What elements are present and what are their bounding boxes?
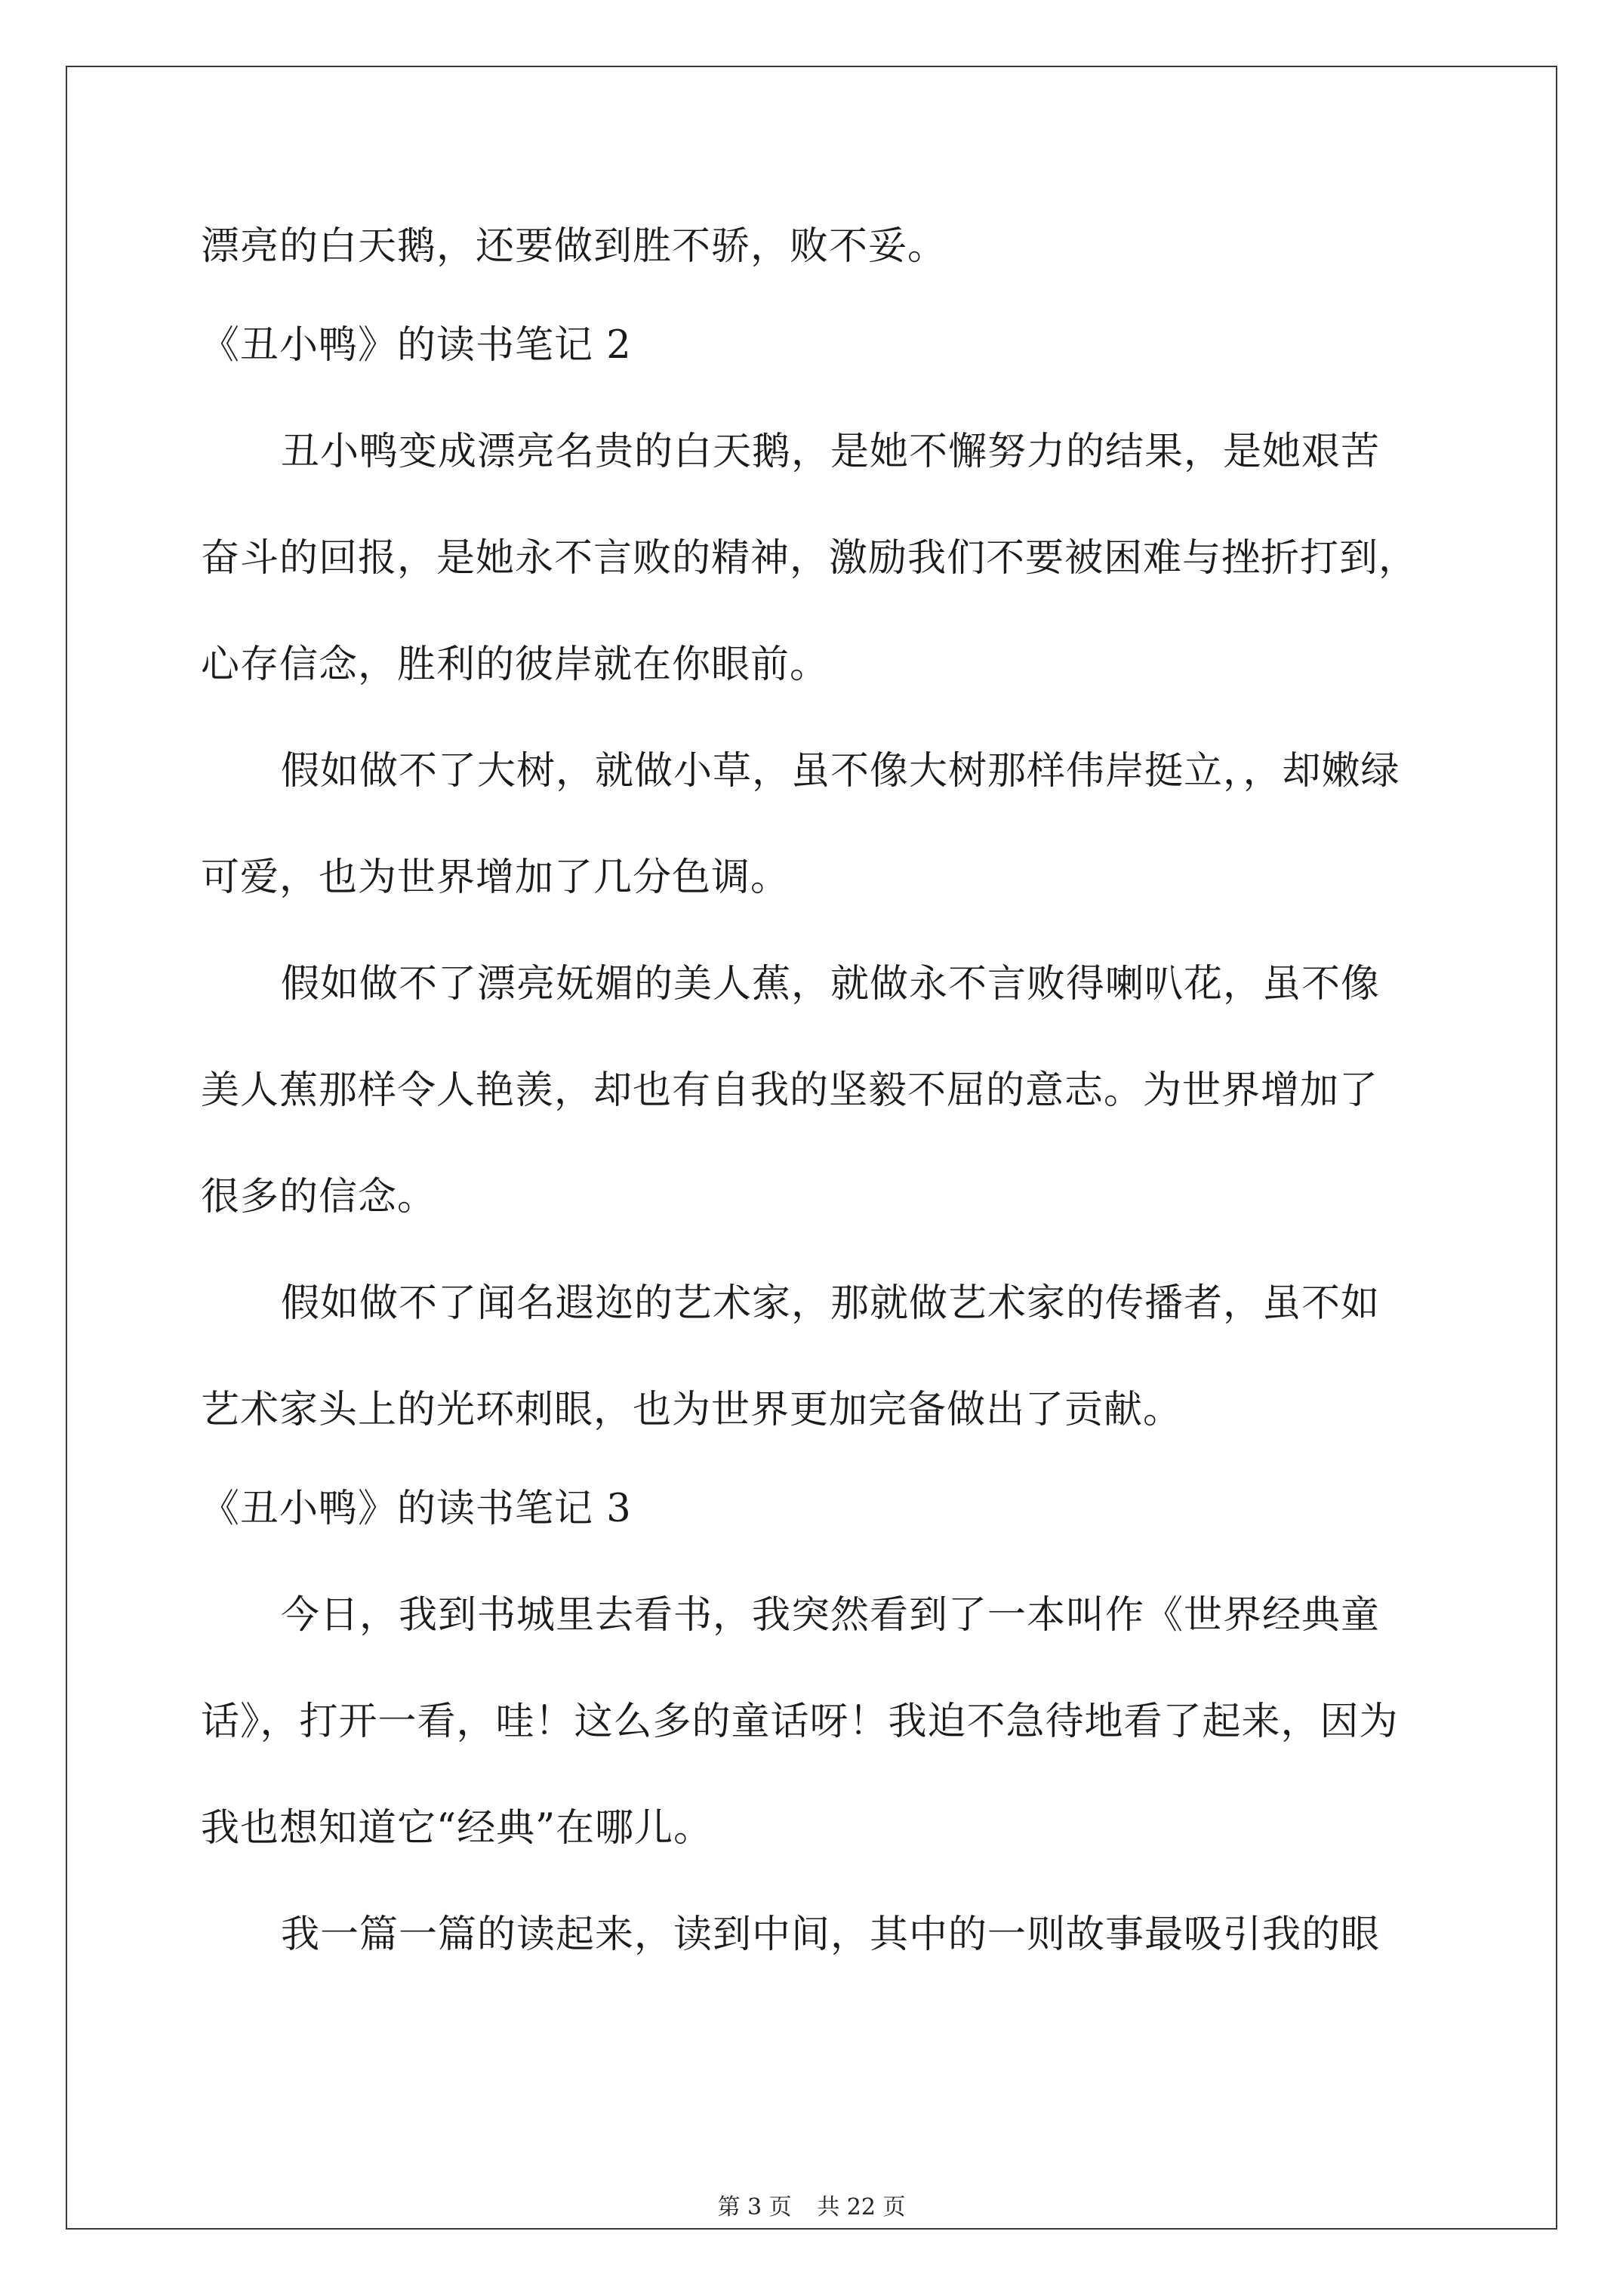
body-line: 漂亮的白天鹅，还要做到胜不骄，败不妥。	[201, 224, 947, 269]
paragraph-first-line: 我一篇一篇的读起来，读到中间，其中的一则故事最吸引我的眼	[281, 1912, 1381, 1957]
page-total: 共 22 页	[817, 2194, 906, 2220]
body-line: 很多的信念。	[201, 1175, 437, 1219]
body-line: 艺术家头上的光环刺眼，也为世界更加完备做出了贡献。	[201, 1388, 1183, 1432]
section-heading: 《丑小鸭》的读书笔记 3	[201, 1487, 632, 1531]
paragraph-first-line: 假如做不了大树，就做小草，虽不像大树那样伟岸挺立，，却嫩绿	[281, 749, 1400, 794]
paragraph-first-line: 丑小鸭变成漂亮名贵的白天鹅，是她不懈努力的结果，是她艰苦	[281, 430, 1381, 474]
paragraph-first-line: 假如做不了闻名遐迩的艺术家，那就做艺术家的传播者，虽不如	[281, 1281, 1381, 1326]
page-border	[66, 66, 1557, 2230]
section-heading: 《丑小鸭》的读书笔记 2	[201, 323, 632, 368]
page-number: 第 3 页	[717, 2194, 792, 2220]
paragraph-first-line: 今日，我到书城里去看书，我突然看到了一本叫作《世界经典童	[281, 1593, 1381, 1638]
body-line: 可爱，也为世界增加了几分色调。	[201, 855, 790, 900]
paragraph-first-line: 假如做不了漂亮妩媚的美人蕉，就做永不言败得喇叭花，虽不像	[281, 962, 1381, 1006]
body-line: 奋斗的回报，是她永不言败的精神，激励我们不要被困难与挫折打到，	[201, 536, 1418, 581]
body-line: 美人蕉那样令人艳羡，却也有自我的坚毅不屈的意志。为世界增加了	[201, 1068, 1379, 1113]
body-line: 心存信念，胜利的彼岸就在你眼前。	[201, 643, 830, 687]
body-line: 我也想知道它“经典”在哪儿。	[201, 1806, 713, 1851]
page-footer	[0, 2194, 1623, 2221]
body-line: 话》，打开一看，哇！这么多的童话呀！我迫不急待地看了起来，因为	[201, 1700, 1399, 1744]
